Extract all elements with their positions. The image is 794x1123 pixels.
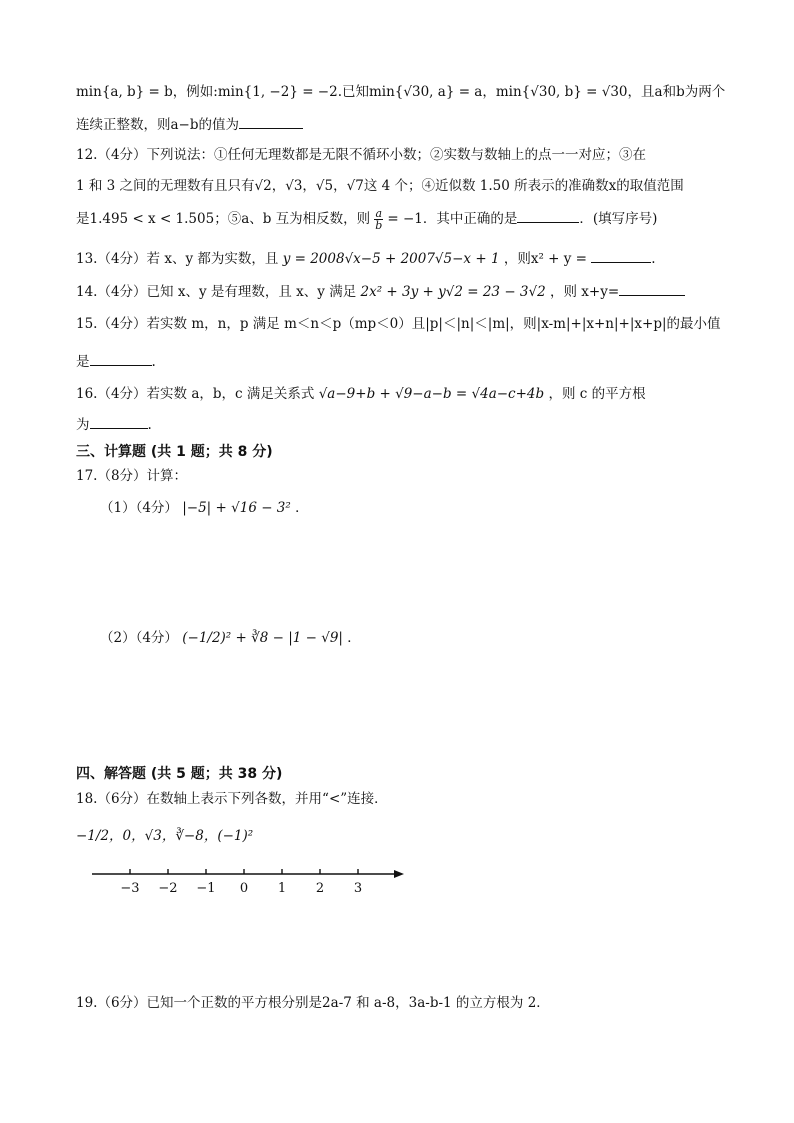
q16-line2-end: .	[147, 417, 152, 433]
q19-text: 19.（6分）已知一个正数的平方根分别是2a-7 和 a-8，3a-b-1 的立方根为 2．	[76, 995, 550, 1011]
q16-equation: √a−9+b + √9−a−b = √4a−c+4b	[318, 386, 545, 402]
q17-title: 17.（8分）计算：	[76, 468, 188, 484]
q12-line3-c: ．(填写序号)	[579, 211, 658, 227]
q17-part2-expression: (−1/2)² + ∛8 − |1 − √9|	[182, 630, 343, 646]
q16-text-a: 16.（4分）若实数 a，b，c 满足关系式	[76, 386, 315, 402]
q14-line	[76, 281, 685, 302]
q18-title: 18.（6分）在数轴上表示下列各数，并用“<”连接．	[76, 791, 388, 807]
q12-line1: 12.（4分）下列说法：①任何无理数都是无限不循环小数；②实数与数轴上的点一一对应；③在	[76, 147, 647, 163]
number-line-arrow-icon	[394, 870, 404, 878]
q13-line	[76, 248, 656, 269]
q14-text-b: ，则 x+y=	[550, 284, 620, 300]
number-line-tick-label: −2	[158, 881, 178, 896]
q16-line1	[76, 384, 646, 404]
q17-part1-expression: |−5| + √16 − 3²	[182, 500, 291, 516]
q17-part1-end: ．	[295, 500, 309, 516]
q14-equation: 2x² + 3y + y√2 = 23 − 3√2	[360, 284, 546, 300]
q14-text-a: 14.（4分）已知 x、y 是有理数，且 x、y 满足	[76, 284, 357, 300]
section-4-heading: 四、解答题 (共 5 题；共 38 分)	[76, 766, 283, 782]
q17-part2	[100, 628, 361, 648]
q13-text-b: ，则x² + y =	[503, 251, 587, 267]
number-line-tick-label: 0	[239, 881, 249, 896]
q17-part1	[100, 498, 309, 518]
answer-blank	[90, 351, 152, 366]
q17-part2-label: （2）（4分）	[100, 630, 178, 646]
q17-part2-end: ．	[347, 630, 361, 646]
q13-text-a: 13.（4分）若 x、y 都为实数，且	[76, 251, 279, 267]
section-3-heading: 三、计算题 (共 1 题；共 8 分)	[76, 444, 273, 460]
q15-line2	[76, 351, 156, 372]
q16-line2	[76, 414, 152, 435]
answer-blank	[517, 208, 579, 223]
q18-number-list: −1/2，0，√3，∛−8，(−1)²	[76, 828, 254, 844]
number-line-tick-label: 3	[353, 881, 363, 896]
number-line-tick-label: 2	[315, 881, 325, 896]
q11-line1: min{a, b} = b，例如:min{1, −2} = −2.已知min{√30, a} = a，min{√30, b} = √30，且a和b为两个	[76, 84, 726, 100]
q15-line1: 15.（4分）若实数 m，n，p 满足 m＜n＜p（mp＜0）且|p|＜|n|＜|m|，则|x-m|+|x+n|+|x+p|的最小值	[76, 316, 721, 332]
answer-blank	[591, 248, 651, 263]
q12-line2: 1 和 3 之间的无理数有且只有√2，√3，√5，√7这 4 个；④近似数 1.50 所表示的准确数x的取值范围	[76, 178, 684, 194]
q15-line2-end: .	[151, 354, 156, 370]
number-line-tick-label: −1	[196, 881, 216, 896]
answer-blank	[619, 281, 685, 296]
answer-blank	[239, 114, 303, 129]
q12-frac-num: a	[375, 207, 383, 220]
q18-numbers	[76, 826, 253, 846]
q11-line2	[76, 114, 303, 135]
q13-equation: y = 2008√x−5 + 2007√5−x + 1	[282, 251, 500, 267]
q13-text-c: .	[651, 251, 656, 267]
q12-line3	[76, 208, 657, 231]
q12-fraction	[374, 208, 383, 231]
q16-line2-text: 为	[76, 417, 90, 433]
q16-text-b: ，则 c 的平方根	[548, 386, 646, 402]
q11-line2-text: 连续正整数，则a−b的值为	[76, 117, 240, 133]
q12-line3-b: = −1．其中正确的是	[387, 211, 518, 227]
answer-blank	[90, 414, 148, 429]
q17-part1-label: （1）（4分）	[100, 500, 178, 516]
q12-frac-den: b	[375, 219, 383, 232]
number-line	[88, 858, 418, 898]
q15-line2-text: 是	[76, 354, 90, 370]
number-line-tick-label: −3	[120, 881, 140, 896]
q12-line3-a: 是1.495 < x < 1.505；⑤a、b 互为相反数，则	[76, 211, 371, 227]
number-line-tick-label: 1	[277, 881, 287, 896]
